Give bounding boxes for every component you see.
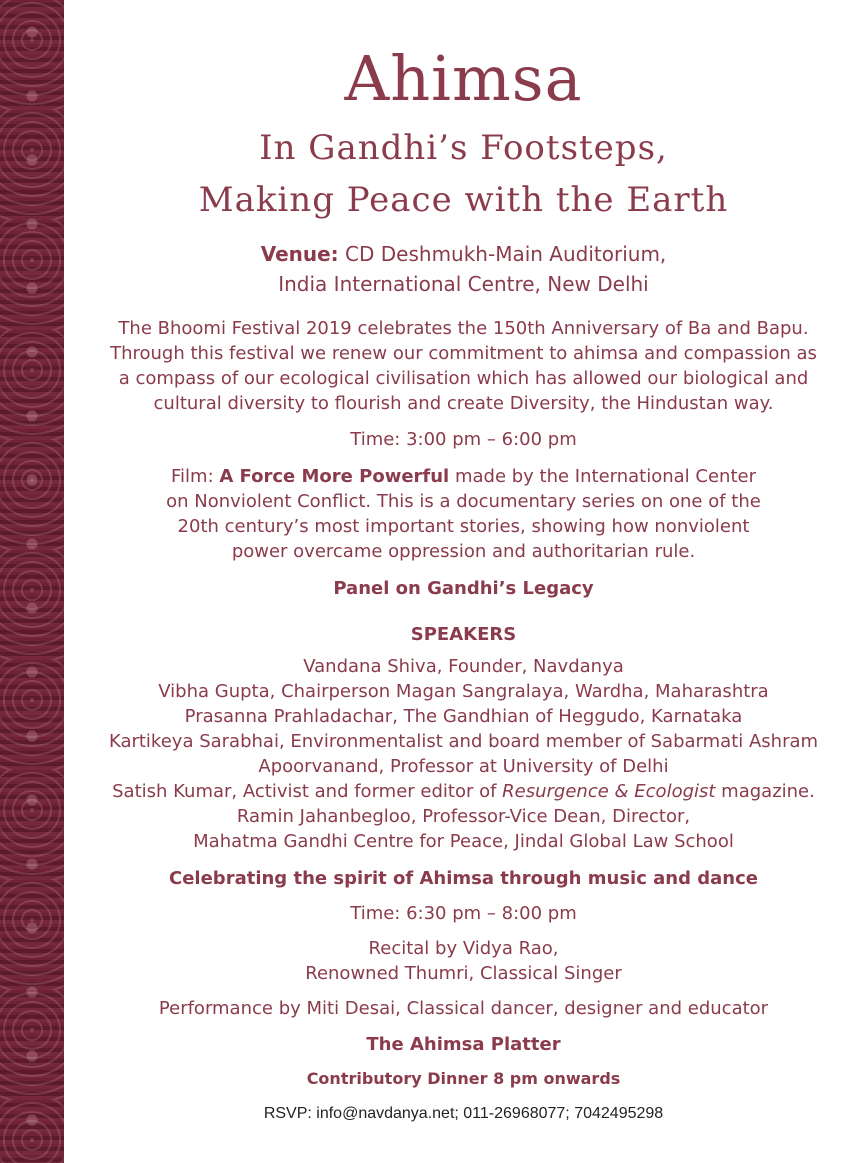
film-line-3: 20th century’s most important stories, showing how nonviolent	[177, 516, 750, 537]
speaker-item: Apoorvanand, Professor at University of Delhi	[258, 756, 669, 777]
subtitle-line-2: Making Peace with the Earth	[198, 180, 729, 220]
speakers-heading: SPEAKERS	[410, 624, 517, 645]
satish-suffix: magazine.	[715, 781, 815, 802]
venue-name: CD Deshmukh-Main Auditorium,	[338, 242, 667, 266]
platter-heading: The Ahimsa Platter	[366, 1034, 561, 1055]
speaker-item: Prasanna Prahladachar, The Gandhian of Heggudo, Karnataka	[184, 706, 743, 727]
recital-line-2: Renowned Thumri, Classical Singer	[305, 963, 622, 984]
intro-line-4: cultural diversity to flourish and create Diversity, the Hindustan way.	[153, 393, 774, 414]
film-suffix: made by the International Center	[449, 466, 756, 487]
recital-line-1: Recital by Vidya Rao,	[368, 938, 559, 959]
celebrating-heading: Celebrating the spirit of Ahimsa through music and dance	[169, 868, 758, 889]
flyer-title: Ahimsa	[344, 42, 583, 115]
time-afternoon: Time: 3:00 pm – 6:00 pm	[350, 429, 577, 450]
speaker-item-satish	[64, 779, 863, 804]
film-line-4: power overcame oppression and authoritarian rule.	[231, 541, 696, 562]
film-title: A Force More Powerful	[219, 466, 450, 487]
intro-line-1: The Bhoomi Festival 2019 celebrates the 150th Anniversary of Ba and Bapu.	[118, 318, 809, 339]
venue-label: Venue:	[260, 242, 339, 266]
decorative-border	[0, 0, 64, 1163]
speaker-item: Vibha Gupta, Chairperson Magan Sangralaya, Wardha, Maharashtra	[158, 681, 769, 702]
film-line-2: on Nonviolent Conflict. This is a documentary series on one of the	[166, 491, 761, 512]
speaker-item: Mahatma Gandhi Centre for Peace, Jindal Global Law School	[193, 831, 734, 852]
time-evening: Time: 6:30 pm – 8:00 pm	[350, 903, 577, 924]
intro-line-3: a compass of our ecological civilisation which has allowed our biological and	[118, 368, 809, 389]
film-line-1	[64, 464, 863, 489]
intro-line-2: Through this festival we renew our commitment to ahimsa and compassion as	[110, 343, 817, 364]
speaker-item: Ramin Jahanbegloo, Professor-Vice Dean, Director,	[236, 806, 691, 827]
venue-line-2: India International Centre, New Delhi	[278, 272, 649, 296]
dinner-line: Contributory Dinner 8 pm onwards	[306, 1069, 621, 1088]
performance-line: Performance by Miti Desai, Classical dancer, designer and educator	[158, 998, 769, 1019]
speaker-item: Vandana Shiva, Founder, Navdanya	[303, 656, 624, 677]
venue-line-1	[64, 242, 863, 267]
magazine-name: Resurgence & Ecologist	[502, 781, 716, 802]
panel-heading: Panel on Gandhi’s Legacy	[333, 578, 594, 599]
speaker-item: Kartikeya Sarabhai, Environmentalist and board member of Sabarmati Ashram	[108, 731, 819, 752]
rsvp-line: RSVP: info@navdanya.net; 011-26968077; 7042495298	[263, 1105, 664, 1122]
satish-prefix: Satish Kumar, Activist and former editor of	[112, 781, 503, 802]
subtitle-line-1: In Gandhi’s Footsteps,	[259, 128, 668, 168]
film-prefix: Film:	[170, 466, 220, 487]
